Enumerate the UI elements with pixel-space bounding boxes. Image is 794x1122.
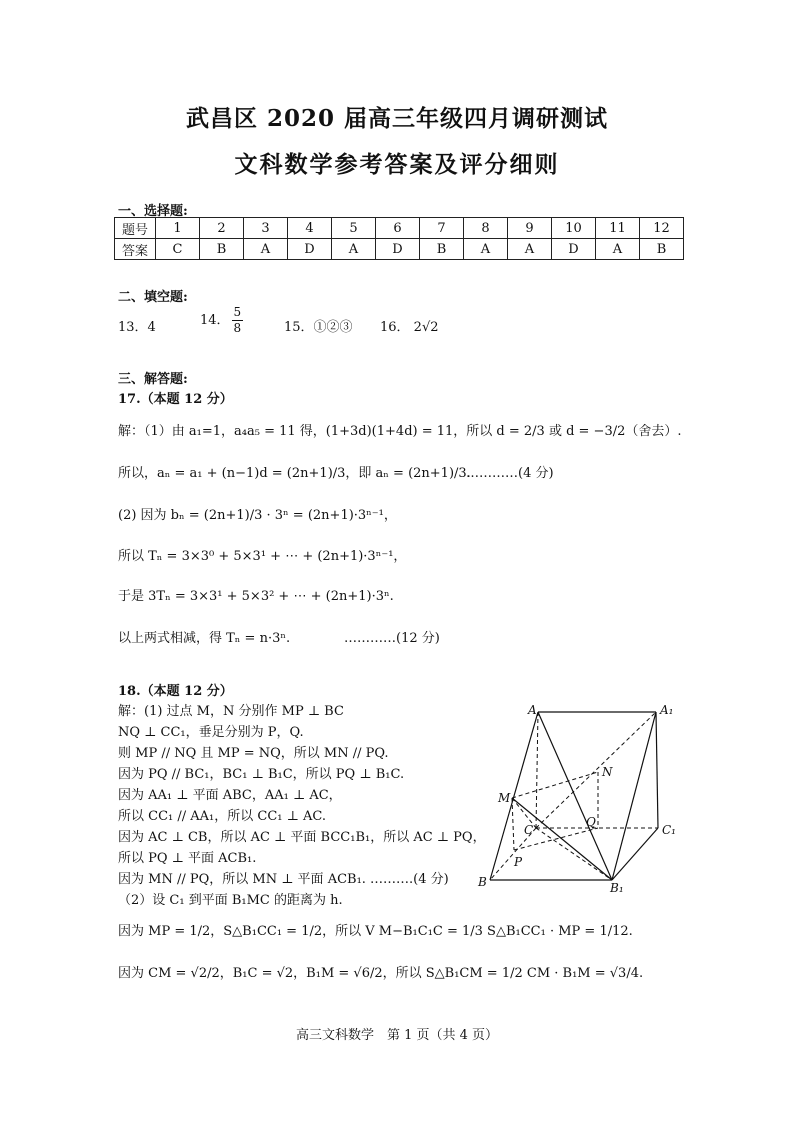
problem-17-line-2: 所以，aₙ = a₁ + (n−1)d = (2n+1)/3，即 aₙ = (2n+1)/3. bbox=[118, 466, 471, 481]
problem-18-heading: 18.（本题 12 分） bbox=[118, 684, 233, 699]
problem-18-line: 因为 AC ⊥ CB，所以 AC ⊥ 平面 BCC₁B₁，所以 AC ⊥ PQ， bbox=[118, 830, 486, 845]
problem-18-line: 则 MP // NQ 且 MP = NQ，所以 MN // PQ. bbox=[118, 746, 389, 761]
fill-answer-15: 15．①②③ bbox=[284, 320, 353, 335]
table-cell: 8 bbox=[464, 218, 508, 239]
problem-18-line: 所以 PQ ⊥ 平面 ACB₁. bbox=[118, 851, 257, 866]
problem-18-line: 因为 MN // PQ，所以 MN ⊥ 平面 ACB₁. ……….(4 分) bbox=[118, 872, 449, 887]
edge-AC bbox=[536, 712, 538, 828]
edge-MN bbox=[512, 772, 598, 798]
answer-table bbox=[114, 217, 684, 260]
label-P: P bbox=[514, 855, 523, 869]
table-cell: 9 bbox=[508, 218, 552, 239]
label-N: N bbox=[602, 765, 613, 779]
problem-17-line-3: (2) 因为 bₙ = (2n+1)/3 · 3ⁿ = (2n+1)·3ⁿ⁻¹， bbox=[118, 508, 397, 523]
problem-18-line: 因为 AA₁ ⊥ 平面 ABC，AA₁ ⊥ AC， bbox=[118, 788, 342, 803]
table-cell: B bbox=[640, 239, 684, 260]
table-cell: D bbox=[376, 239, 420, 260]
problem-18-line: NQ ⊥ CC₁，垂足分别为 P，Q. bbox=[118, 725, 304, 740]
section-choice-heading: 一、选择题: bbox=[118, 204, 188, 219]
fill-answer-13: 13．4 bbox=[118, 320, 156, 335]
problem-17-line-5: 于是 3Tₙ = 3×3¹ + 5×3² + ⋯ + (2n+1)·3ⁿ. bbox=[118, 589, 394, 604]
edge-A1C1 bbox=[656, 712, 658, 828]
problem-18-line: 解：(1) 过点 M，N 分别作 MP ⊥ BC bbox=[118, 704, 344, 719]
section-fill-heading: 二、填空题: bbox=[118, 290, 188, 305]
table-cell: B bbox=[420, 239, 464, 260]
table-cell: 答案 bbox=[115, 239, 156, 260]
label-B1: B₁ bbox=[610, 881, 624, 895]
table-cell: 7 bbox=[420, 218, 464, 239]
prism-figure bbox=[470, 700, 690, 895]
table-cell: 4 bbox=[288, 218, 332, 239]
fraction: $\frac{5}{8}$ bbox=[233, 305, 242, 335]
table-row bbox=[115, 218, 684, 239]
table-cell: A bbox=[508, 239, 552, 260]
table-cell: A bbox=[464, 239, 508, 260]
label-C1: C₁ bbox=[662, 823, 676, 837]
fill-answer-16: 16． 2√2 bbox=[380, 320, 439, 335]
table-row bbox=[115, 239, 684, 260]
page-footer: 高三文科数学 第 1 页（共 4 页） bbox=[295, 1028, 499, 1043]
edge-AB1 bbox=[538, 712, 612, 880]
fill-answer-14 bbox=[200, 305, 245, 336]
table-cell: A bbox=[596, 239, 640, 260]
table-cell: 5 bbox=[332, 218, 376, 239]
edge-CA1 bbox=[536, 712, 656, 828]
table-cell: 6 bbox=[376, 218, 420, 239]
label-Q: Q bbox=[586, 815, 596, 829]
problem-18-line: 因为 PQ // BC₁，BC₁ ⊥ B₁C，所以 PQ ⊥ B₁C. bbox=[118, 767, 405, 782]
problem-18-line: 因为 MP = 1/2，S△B₁CC₁ = 1/2，所以 V M−B₁C₁C = 1/3 S△B₁CC₁ · MP = 1/12. bbox=[118, 924, 633, 939]
label-A: A bbox=[528, 703, 537, 717]
table-cell: 10 bbox=[552, 218, 596, 239]
problem-17-score-1: …………(4 分) bbox=[466, 466, 554, 481]
edge-MB1 bbox=[512, 798, 612, 880]
label-A1: A₁ bbox=[660, 703, 674, 717]
fill-answer-14-label: 14． bbox=[200, 313, 230, 328]
label-M: M bbox=[498, 791, 511, 805]
table-cell: B bbox=[200, 239, 244, 260]
table-cell: 1 bbox=[156, 218, 200, 239]
table-cell: 2 bbox=[200, 218, 244, 239]
section-solve-heading: 三、解答题: bbox=[118, 372, 188, 387]
table-cell: D bbox=[288, 239, 332, 260]
table-cell: 12 bbox=[640, 218, 684, 239]
page-title: 武昌区 2020 届高三年级四月调研测试 bbox=[185, 105, 609, 132]
problem-17-score-2: …………(12 分) bbox=[344, 631, 440, 646]
table-cell: 3 bbox=[244, 218, 288, 239]
table-cell: A bbox=[332, 239, 376, 260]
page-subtitle: 文科数学参考答案及评分细则 bbox=[234, 151, 560, 178]
problem-18-line: 因为 CM = √2/2，B₁C = √2，B₁M = √6/2，所以 S△B₁CM = 1/2 CM · B₁M = √3/4. bbox=[118, 966, 644, 981]
table-cell: D bbox=[552, 239, 596, 260]
edge-MP bbox=[512, 798, 514, 850]
problem-18-line: 所以 CC₁ // AA₁，所以 CC₁ ⊥ AC. bbox=[118, 809, 326, 824]
table-cell: 11 bbox=[596, 218, 640, 239]
problem-18-line: （2）设 C₁ 到平面 B₁MC 的距离为 h. bbox=[118, 893, 343, 908]
label-B: B bbox=[478, 875, 487, 889]
problem-17-line-1: 解：（1）由 a₁=1，a₄a₅ = 11 得，(1+3d)(1+4d) = 11，所以 d = 2/3 或 d = −3/2（舍去）. bbox=[118, 424, 682, 439]
problem-17-line-6: 以上两式相减，得 Tₙ = n·3ⁿ. bbox=[118, 631, 291, 646]
label-C: C bbox=[524, 823, 534, 837]
table-cell: C bbox=[156, 239, 200, 260]
problem-17-heading: 17.（本题 12 分） bbox=[118, 392, 233, 407]
table-cell: A bbox=[244, 239, 288, 260]
table-cell: 题号 bbox=[115, 218, 156, 239]
problem-17-line-4: 所以 Tₙ = 3×3⁰ + 5×3¹ + ⋯ + (2n+1)·3ⁿ⁻¹， bbox=[118, 549, 407, 564]
